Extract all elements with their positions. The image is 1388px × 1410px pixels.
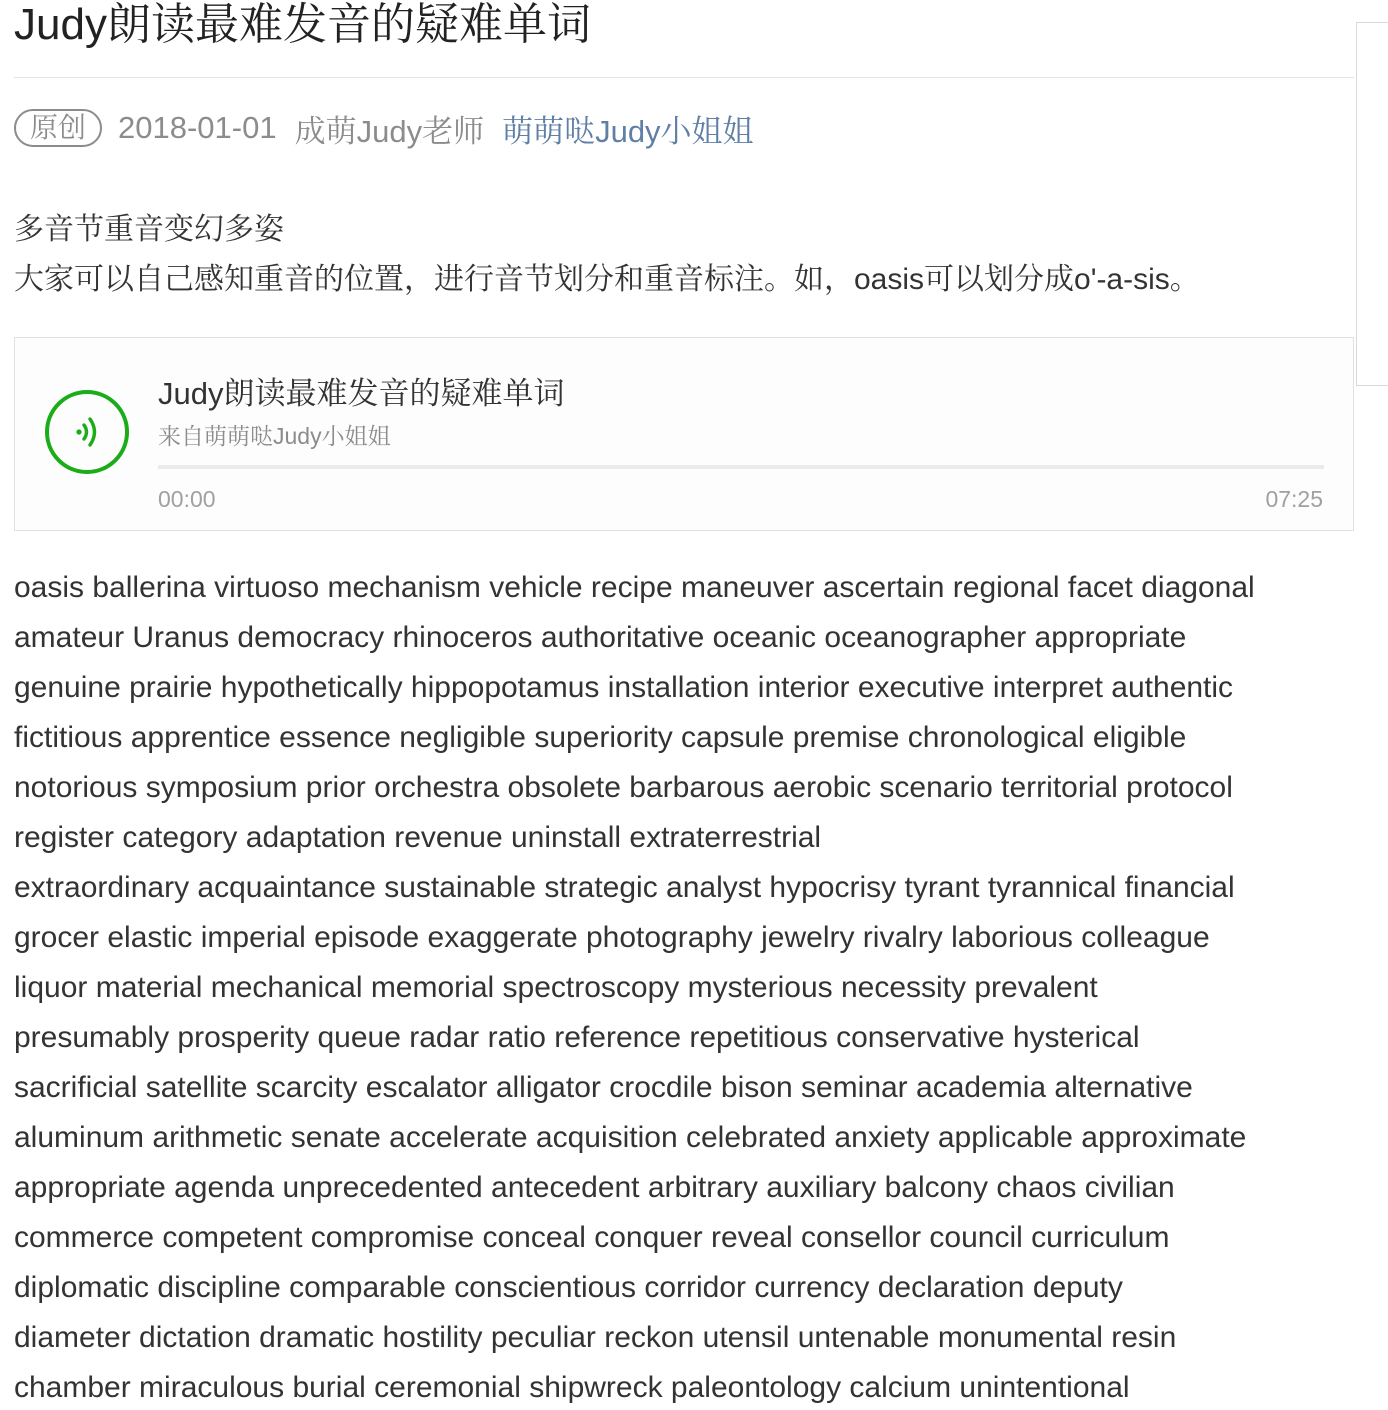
original-badge: 原创: [14, 109, 102, 147]
word-line: oasis ballerina virtuoso mechanism vehicle recipe maneuver ascertain regional facet diagonal: [14, 571, 1255, 604]
intro-text: [14, 205, 1354, 305]
audio-player-card[interactable]: [14, 337, 1354, 531]
intro-line: 大家可以自己感知重音的位置，进行音节划分和重音标注。如，oasis可以划分成o'-a-sis。: [14, 263, 1200, 296]
word-line: diplomatic discipline comparable conscientious corridor currency declaration deputy: [14, 1271, 1123, 1304]
article-meta: [14, 108, 754, 148]
audio-progress-bar[interactable]: [158, 465, 1324, 469]
intro-line: 多音节重音变幻多姿: [14, 213, 284, 246]
word-line: diameter dictation dramatic hostility peculiar reckon utensil untenable monumental resin: [14, 1321, 1177, 1354]
word-line: sacrificial satellite scarcity escalator alligator crocdile bison seminar academia alternative: [14, 1071, 1193, 1104]
word-line: presumably prosperity queue radar ratio reference repetitious conservative hysterical: [14, 1021, 1140, 1054]
audio-source: 来自萌萌哒Judy小姐姐: [158, 423, 391, 449]
word-line: amateur Uranus democracy rhinoceros authoritative oceanic oceanographer appropriate: [14, 621, 1187, 654]
word-line: extraordinary acquaintance sustainable strategic analyst hypocrisy tyrant tyrannical financial: [14, 871, 1235, 904]
play-button[interactable]: [45, 390, 129, 474]
total-duration: 07:25: [1265, 486, 1323, 512]
word-line: notorious symposium prior orchestra obsolete barbarous aerobic scenario territorial protocol: [14, 771, 1233, 804]
article-title: Judy朗读最难发音的疑难单词: [14, 0, 591, 49]
word-line: liquor material mechanical memorial spectroscopy mysterious necessity prevalent: [14, 971, 1098, 1004]
current-time: 00:00: [158, 486, 216, 512]
word-list: [14, 563, 1359, 1410]
word-line: fictitious apprentice essence negligible superiority capsule premise chronological eligible: [14, 721, 1187, 754]
side-panel-edge: [1356, 22, 1388, 386]
word-line: appropriate agenda unprecedented antecedent arbitrary auxiliary balcony chaos civilian: [14, 1171, 1175, 1204]
account-link[interactable]: 萌萌哒Judy小姐姐: [502, 113, 754, 149]
title-divider: [14, 77, 1354, 78]
word-line: chamber miraculous burial ceremonial shipwreck paleontology calcium unintentional: [14, 1371, 1130, 1404]
author-name: 成萌Judy老师: [294, 113, 485, 149]
word-line: grocer elastic imperial episode exaggerate photography jewelry rivalry laborious colleague: [14, 921, 1210, 954]
publish-date: 2018-01-01: [118, 110, 277, 145]
word-line: genuine prairie hypothetically hippopotamus installation interior executive interpret authentic: [14, 671, 1234, 704]
word-line: aluminum arithmetic senate accelerate acquisition celebrated anxiety applicable approximate: [14, 1121, 1247, 1154]
audio-title: Judy朗读最难发音的疑难单词: [158, 376, 565, 411]
audio-wave-icon: [71, 414, 107, 450]
word-line: register category adaptation revenue uninstall extraterrestrial: [14, 821, 822, 854]
word-line: commerce competent compromise conceal conquer reveal consellor council curriculum: [14, 1221, 1170, 1254]
